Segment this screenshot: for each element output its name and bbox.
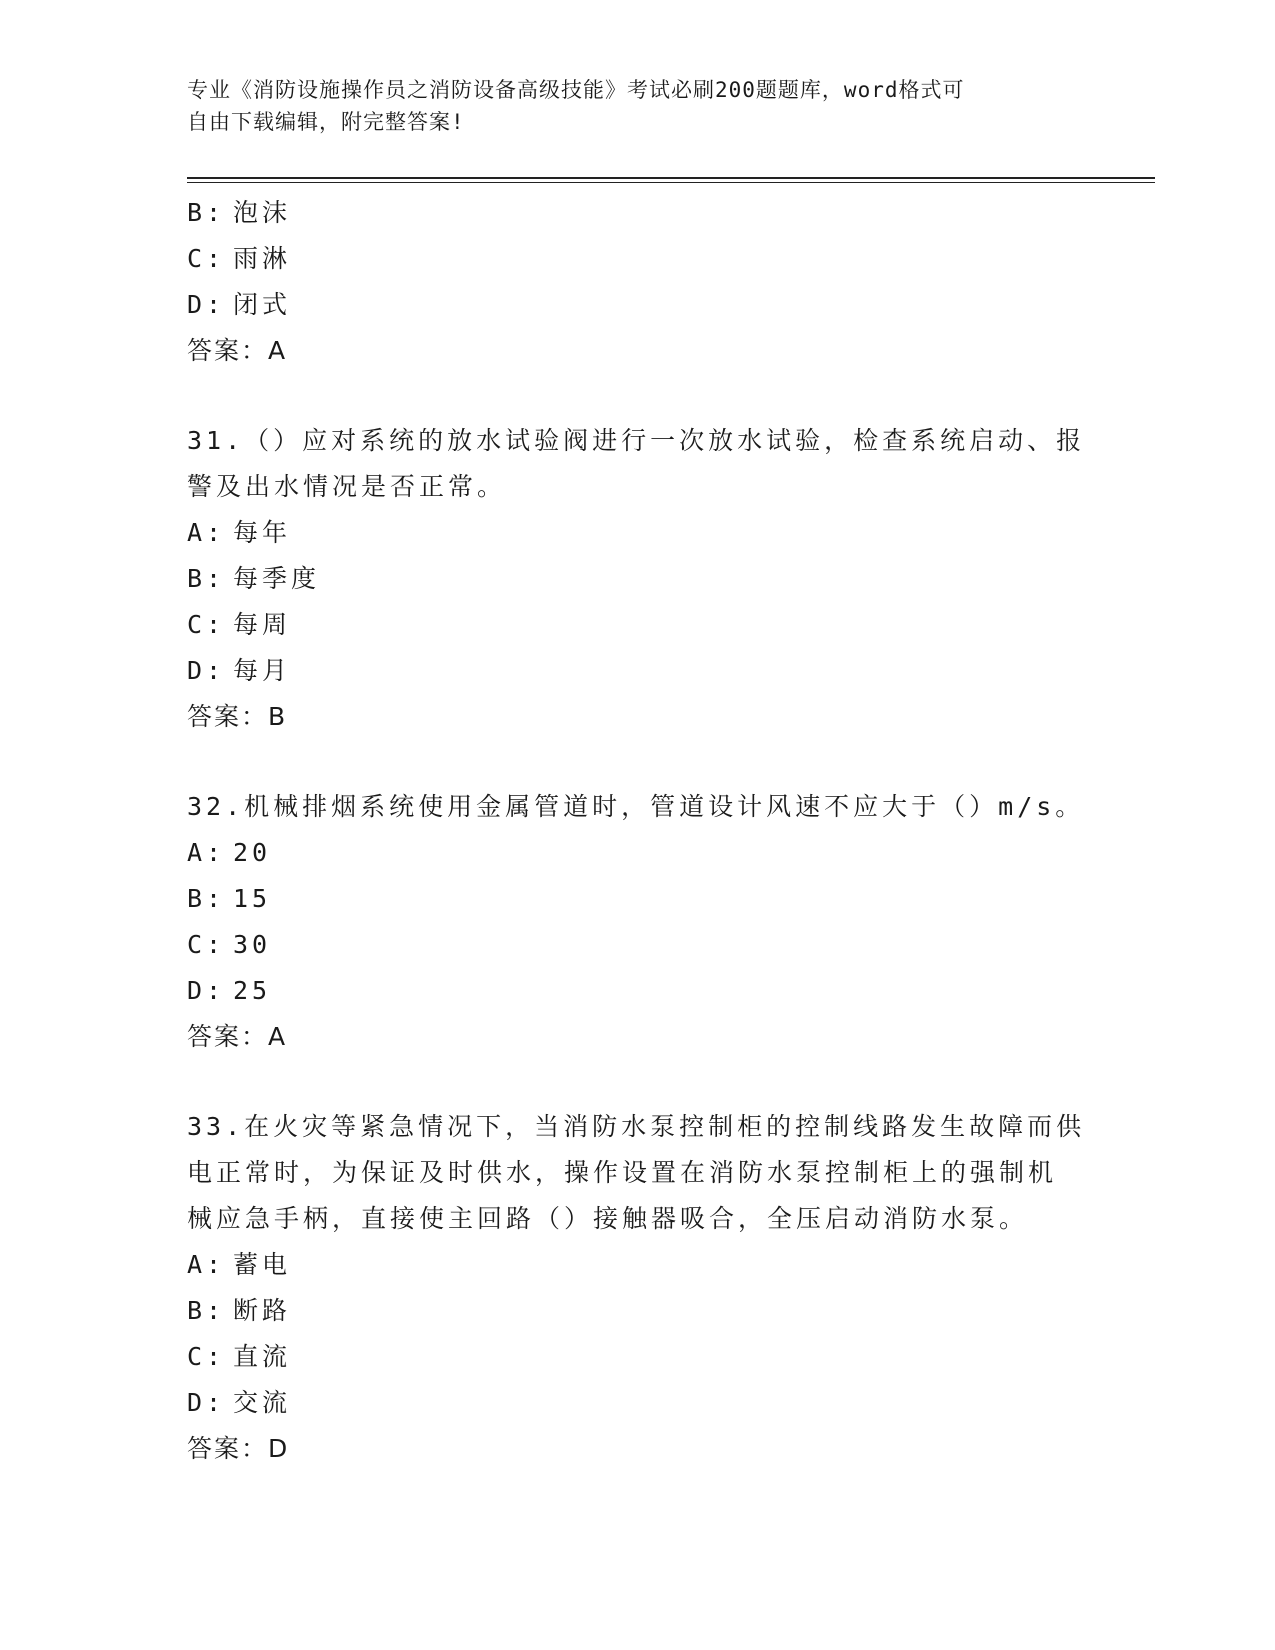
option-text: 雨淋 bbox=[233, 244, 292, 273]
option-b bbox=[187, 876, 1087, 922]
question-text-line: 警及出水情况是否正常。 bbox=[187, 472, 507, 501]
spacer bbox=[187, 740, 1087, 784]
option-text: 20 bbox=[233, 838, 272, 867]
header-rule-thick bbox=[187, 177, 1155, 179]
option-text: 断路 bbox=[233, 1296, 292, 1325]
answer-line: 答案：B bbox=[187, 702, 288, 731]
option-text: 闭式 bbox=[233, 290, 292, 319]
option-text: 30 bbox=[233, 930, 272, 959]
option-label: C: bbox=[187, 244, 226, 273]
option-text: 泡沫 bbox=[233, 198, 292, 227]
option-text: 每年 bbox=[233, 518, 292, 547]
option-label: B: bbox=[187, 884, 226, 913]
spacer bbox=[187, 1060, 1087, 1104]
option-c bbox=[187, 602, 1087, 648]
option-c bbox=[187, 236, 1087, 282]
question-text-line: 32.机械排烟系统使用金属管道时，管道设计风速不应大于（）m/s。 bbox=[187, 792, 1085, 821]
option-label: D: bbox=[187, 976, 226, 1005]
header-line-1: 专业《消防设施操作员之消防设备高级技能》考试必刷200题题库，word格式可 bbox=[187, 78, 965, 102]
option-label: A: bbox=[187, 1250, 226, 1279]
option-b bbox=[187, 556, 1087, 602]
answer-line: 答案：A bbox=[187, 1022, 288, 1051]
option-text: 15 bbox=[233, 884, 272, 913]
option-b bbox=[187, 1288, 1087, 1334]
spacer bbox=[187, 374, 1087, 418]
question-text-line: 械应急手柄，直接使主回路（）接触器吸合，全压启动消防水泵。 bbox=[187, 1204, 1029, 1233]
page-header bbox=[187, 74, 1067, 138]
question-text-line: 电正常时，为保证及时供水，操作设置在消防水泵控制柜上的强制机 bbox=[187, 1158, 1058, 1187]
option-label: B: bbox=[187, 1296, 226, 1325]
option-c bbox=[187, 922, 1087, 968]
answer-line: 答案：A bbox=[187, 336, 288, 365]
option-text: 蓄电 bbox=[233, 1250, 292, 1279]
option-text: 每月 bbox=[233, 656, 292, 685]
option-label: C: bbox=[187, 930, 226, 959]
question-text-line: 33.在火灾等紧急情况下，当消防水泵控制柜的控制线路发生故障而供 bbox=[187, 1112, 1086, 1141]
option-d bbox=[187, 282, 1087, 328]
option-a bbox=[187, 1242, 1087, 1288]
header-rule-thin bbox=[187, 182, 1155, 183]
option-label: B: bbox=[187, 198, 226, 227]
option-d bbox=[187, 648, 1087, 694]
option-label: B: bbox=[187, 564, 226, 593]
option-d bbox=[187, 1380, 1087, 1426]
option-label: D: bbox=[187, 290, 226, 319]
answer-line: 答案：D bbox=[187, 1434, 290, 1463]
option-text: 交流 bbox=[233, 1388, 292, 1417]
question-32 bbox=[187, 784, 1087, 1060]
option-c bbox=[187, 1334, 1087, 1380]
question-33 bbox=[187, 1104, 1087, 1472]
option-label: A: bbox=[187, 518, 226, 547]
option-b bbox=[187, 190, 1087, 236]
header-line-2: 自由下载编辑，附完整答案! bbox=[187, 110, 465, 134]
option-d bbox=[187, 968, 1087, 1014]
option-label: C: bbox=[187, 1342, 226, 1371]
question-text-line: 31.（）应对系统的放水试验阀进行一次放水试验，检查系统启动、报 bbox=[187, 426, 1086, 455]
option-a bbox=[187, 830, 1087, 876]
option-text: 每季度 bbox=[233, 564, 321, 593]
option-label: D: bbox=[187, 656, 226, 685]
option-a bbox=[187, 510, 1087, 556]
question-30-continuation bbox=[187, 190, 1087, 374]
option-label: C: bbox=[187, 610, 226, 639]
option-label: A: bbox=[187, 838, 226, 867]
option-text: 25 bbox=[233, 976, 272, 1005]
question-content bbox=[187, 190, 1087, 1472]
option-label: D: bbox=[187, 1388, 226, 1417]
option-text: 直流 bbox=[233, 1342, 292, 1371]
option-text: 每周 bbox=[233, 610, 292, 639]
question-31 bbox=[187, 418, 1087, 740]
